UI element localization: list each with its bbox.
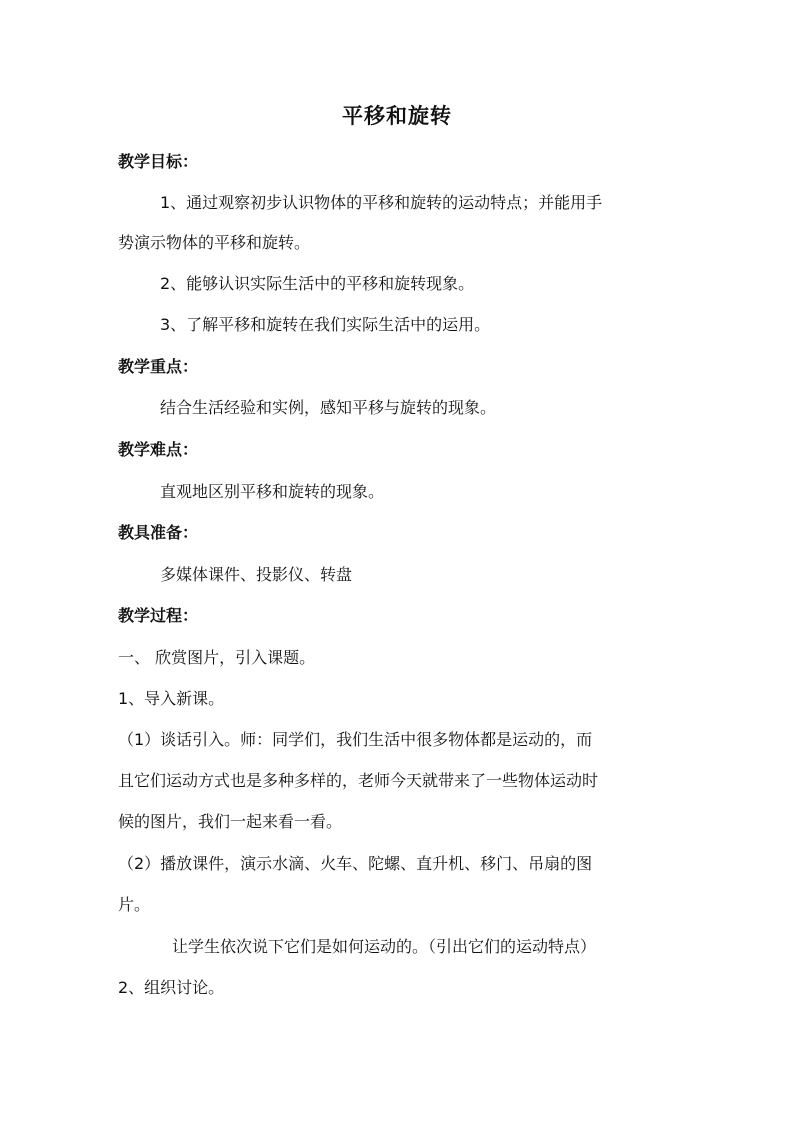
process-sub-2: 2、组织讨论。 [118, 978, 225, 997]
goals-heading: 教学目标： [118, 152, 199, 171]
tools-heading: 教具准备： [118, 523, 199, 542]
goal-item-1-line-1: 1、通过观察初步认识物体的平移和旋转的运动特点；并能用手 [160, 193, 603, 212]
tools-text: 多媒体课件、投影仪、转盘 [160, 565, 353, 584]
process-step-one: 一、 欣赏图片，引入课题。 [118, 648, 316, 667]
difficult-points-heading: 教学难点： [118, 440, 199, 459]
process-paragraph-1-line-1: （1）谈话引入。师：同学们，我们生活中很多物体都是运动的，而 [118, 730, 593, 749]
page-title: 平移和旋转 [342, 104, 452, 128]
key-points-text: 结合生活经验和实例，感知平移与旋转的现象。 [160, 398, 497, 417]
key-points-heading: 教学重点： [118, 357, 199, 376]
process-paragraph-2-line-1: （2）播放课件，演示水滴、火车、陀螺、直升机、移门、吊扇的图 [118, 854, 593, 873]
process-paragraph-2-line-2: 片。 [118, 895, 151, 914]
difficult-points-text: 直观地区别平移和旋转的现象。 [160, 482, 385, 501]
process-heading: 教学过程： [118, 606, 199, 625]
goal-item-1-line-2: 势演示物体的平移和旋转。 [118, 233, 311, 252]
goal-item-3: 3、了解平移和旋转在我们实际生活中的运用。 [160, 315, 491, 334]
goal-item-2: 2、能够认识实际生活中的平移和旋转现象。 [160, 274, 475, 293]
process-sub-1: 1、导入新课。 [118, 689, 225, 708]
process-paragraph-3: 让学生依次说下它们是如何运动的。（引出它们的运动特点） [172, 937, 597, 956]
process-paragraph-1-line-3: 候的图片，我们一起来看一看。 [118, 812, 343, 831]
process-paragraph-1-line-2: 且它们运动方式也是多种多样的，老师今天就带来了一些物体运动时 [118, 771, 599, 790]
